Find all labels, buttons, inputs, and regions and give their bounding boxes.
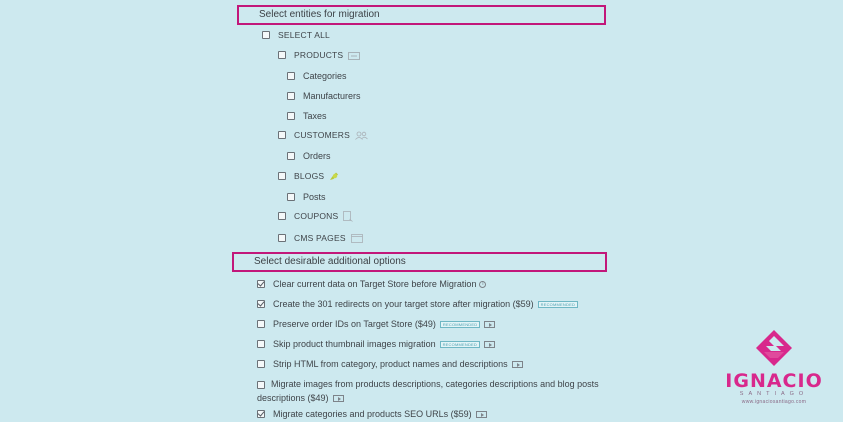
option-label: Strip HTML from category, product names and descriptions: [273, 359, 508, 369]
logo-name: IGNACIO: [725, 370, 823, 392]
entity-categories[interactable]: [287, 69, 347, 83]
option-strip-html[interactable]: [257, 357, 523, 371]
video-icon[interactable]: [484, 321, 495, 328]
checkbox-label: CMS PAGES: [294, 233, 346, 243]
recommended-badge: RECOMMENDED: [440, 341, 480, 348]
box-icon: [348, 51, 360, 60]
section-header-entities: [237, 5, 606, 25]
option-seo-urls[interactable]: [257, 407, 487, 421]
option-preserve-order-ids[interactable]: [257, 317, 495, 331]
ignacio-santiago-logo: [718, 328, 830, 408]
select-all-checkbox[interactable]: [262, 28, 330, 42]
checkbox-label: Taxes: [303, 111, 327, 121]
checkbox[interactable]: [287, 72, 295, 80]
option-label: Preserve order IDs on Target Store ($49): [273, 319, 436, 329]
coupon-icon: [343, 211, 353, 222]
checkbox[interactable]: [278, 234, 286, 242]
checkbox[interactable]: [278, 172, 286, 180]
section-header-options: [232, 252, 607, 272]
option-label: Migrate categories and products SEO URLs ($59): [273, 409, 472, 419]
video-icon[interactable]: [512, 361, 523, 368]
checkbox[interactable]: [257, 381, 265, 389]
option-skip-thumbnails[interactable]: [257, 337, 495, 351]
option-label: Skip product thumbnail images migration: [273, 339, 436, 349]
video-icon[interactable]: [484, 341, 495, 348]
checkbox[interactable]: [257, 340, 265, 348]
checkbox-label: Categories: [303, 71, 347, 81]
checkbox[interactable]: [257, 410, 265, 418]
checkbox-label: Manufacturers: [303, 91, 361, 101]
checkbox[interactable]: [287, 152, 295, 160]
option-migrate-images[interactable]: [257, 377, 617, 405]
blog-icon: [329, 171, 339, 181]
option-label-continued: descriptions ($49): [257, 393, 329, 403]
logo-mark-icon: [754, 328, 794, 368]
logo-subtitle: SANTIAGO: [739, 391, 809, 397]
checkbox-label: Posts: [303, 192, 326, 202]
checkbox[interactable]: [278, 212, 286, 220]
checkbox-label: SELECT ALL: [278, 30, 330, 40]
checkbox[interactable]: [257, 300, 265, 308]
checkbox-label: Orders: [303, 151, 331, 161]
entity-products[interactable]: [278, 48, 360, 62]
recommended-badge: RECOMMENDED: [440, 321, 480, 328]
recommended-badge: RECOMMENDED: [538, 301, 578, 308]
checkbox-label: COUPONS: [294, 211, 339, 221]
checkbox-label: BLOGS: [294, 171, 325, 181]
video-icon[interactable]: [476, 411, 487, 418]
checkbox-label: CUSTOMERS: [294, 130, 350, 140]
option-label: Migrate images from products descriptions, categories descriptions and blog posts: [271, 379, 599, 389]
video-icon[interactable]: [333, 395, 344, 402]
checkbox[interactable]: [257, 360, 265, 368]
section-title: Select desirable additional options: [254, 256, 406, 267]
entity-manufacturers[interactable]: [287, 89, 361, 103]
page-icon: [351, 234, 363, 243]
section-title: Select entities for migration: [259, 9, 380, 20]
entity-orders[interactable]: [287, 149, 331, 163]
users-icon: [355, 131, 368, 140]
logo-url: www.ignaciosantiago.com: [741, 399, 807, 405]
checkbox[interactable]: [278, 51, 286, 59]
checkbox-label: PRODUCTS: [294, 50, 344, 60]
entity-coupons[interactable]: [278, 209, 353, 223]
checkbox[interactable]: [257, 280, 265, 288]
entity-blogs[interactable]: [278, 169, 339, 183]
entity-posts[interactable]: [287, 190, 326, 204]
checkbox[interactable]: [257, 320, 265, 328]
option-301-redirects[interactable]: [257, 297, 578, 311]
option-label: Clear current data on Target Store before Migration: [273, 279, 477, 289]
checkbox[interactable]: [287, 193, 295, 201]
info-icon[interactable]: i: [479, 281, 486, 288]
checkbox[interactable]: [262, 31, 270, 39]
option-label: Create the 301 redirects on your target store after migration ($59): [273, 299, 534, 309]
checkbox[interactable]: [287, 112, 295, 120]
entity-cms-pages[interactable]: [278, 231, 363, 245]
checkbox[interactable]: [287, 92, 295, 100]
entity-customers[interactable]: [278, 128, 368, 142]
checkbox[interactable]: [278, 131, 286, 139]
option-clear-data[interactable]: [257, 277, 486, 291]
entity-taxes[interactable]: [287, 109, 327, 123]
